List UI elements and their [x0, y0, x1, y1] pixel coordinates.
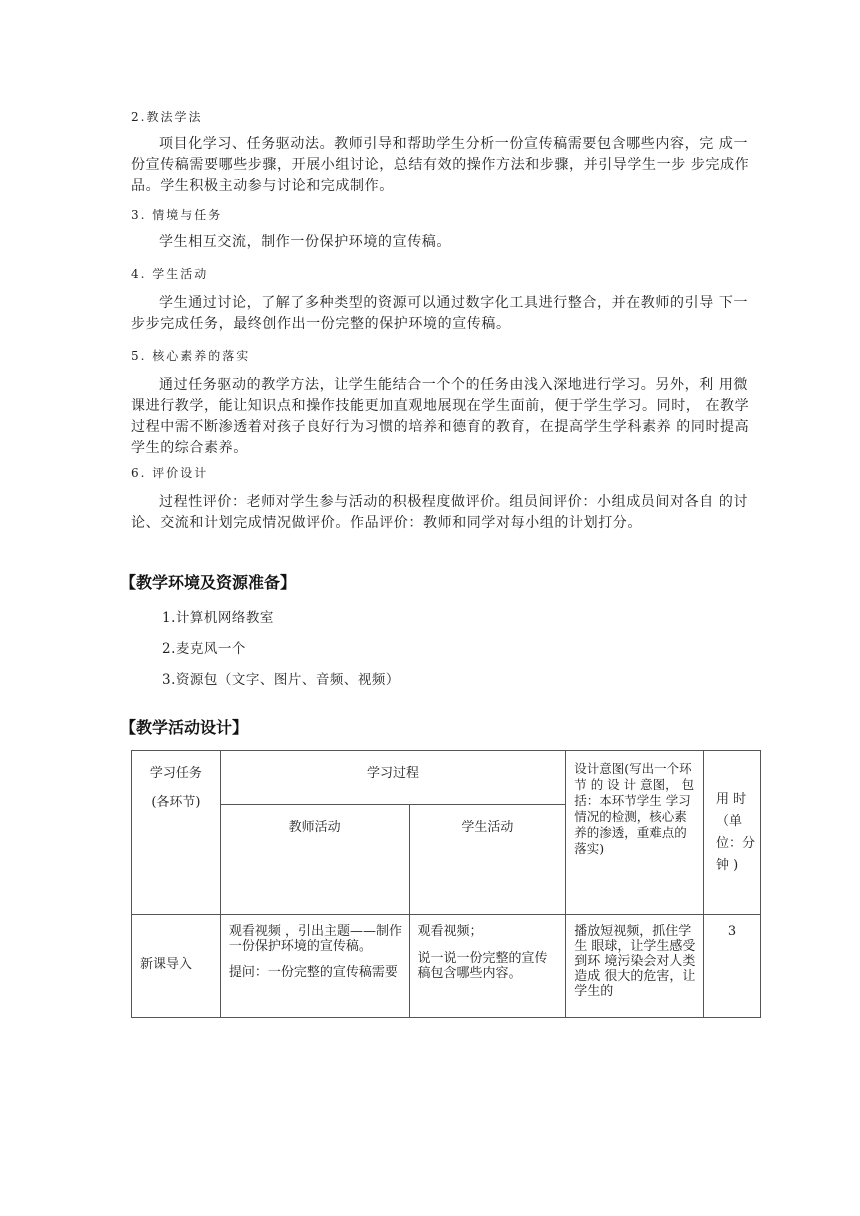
paragraph-core-literacy: 通过任务驱动的教学方法，让学生能结合一个个的任务由浅入深地进行学习。另外，利 用微课进行教学，能让知识点和操作技能更加直观地展现在学生面前，便于学生学习。同时， 在教学过程中需不断渗透着对孩子良好行为习惯的培养和德育的教育，在提高学生学科素养 的同时提高学生的综合素养。 — [131, 377, 750, 456]
section-heading-evaluation: 6. 评价设计 — [131, 466, 209, 480]
env-item-3: 3.资源包（文字、图片、音频、视频） — [162, 672, 400, 688]
paragraph-student-activity: 学生通过讨论，了解了多种类型的资源可以通过数字化工具进行整合，并在教师的引导 下一步步完成任务，最终创作出一份完整的保护环境的宣传稿。 — [131, 295, 749, 332]
env-item-2: 2.麦克风一个 — [162, 641, 246, 657]
section-heading-situation-task: 3. 情境与任务 — [131, 208, 223, 222]
env-section-title: 【教学环境及资源准备】 — [120, 573, 297, 592]
row-intent-text: 播放短视频，抓住学生 眼球，让学生感受到环 境污染会对人类造成 很大的危害，让学生的 — [574, 924, 696, 999]
row-teacher-text-2: 提问：一份完整的宣传稿需要 — [228, 965, 398, 980]
header-task-label: 学习任务 — [149, 766, 202, 781]
section-heading-core-literacy: 5. 核心素养的落实 — [131, 349, 251, 363]
header-task-cell — [132, 751, 221, 915]
header-process-cell — [220, 751, 565, 805]
row-student-cell — [409, 915, 566, 1018]
header-intent-label: 设计意图(写出一个环 节 的 设 计 意图， 包括：本环节学生 学习情况的检测，核心素养的渗透，重难点的落实) — [574, 761, 695, 856]
row-teacher-text-1: 观看视频 ，引出主题——制作 一份保护环境的宣传稿。 — [228, 924, 402, 954]
header-student-label: 学生活动 — [461, 820, 514, 835]
table-row — [132, 915, 761, 1018]
activity-section-title: 【教学活动设计】 — [120, 718, 249, 737]
row-student-text-2: 说一说一份完整的宣传 稿包含哪些内容。 — [417, 951, 548, 981]
header-task-sub: (各环节) — [151, 795, 201, 810]
row-time-cell — [704, 915, 761, 1018]
env-item-1: 1.计算机网络教室 — [162, 610, 274, 626]
header-teacher-cell — [220, 805, 409, 915]
section-heading-student-activity: 4. 学生活动 — [131, 267, 209, 281]
row-time-value: 3 — [727, 924, 737, 939]
header-time-label: 用 时（单位：分钟 ) — [716, 792, 756, 873]
paragraph-evaluation: 过程性评价：老师对学生参与活动的积极程度做评价。组员间评价：小组成员间对各自 的讨论、交流和计划完成情况做评价。作品评价：教师和同学对每小组的计划打分。 — [131, 494, 749, 531]
header-intent-cell — [566, 751, 704, 915]
header-teacher-label: 教师活动 — [288, 820, 341, 835]
row-intent-cell — [566, 915, 704, 1018]
row-task-label: 新课导入 — [140, 957, 193, 972]
paragraph-teaching-method: 项目化学习、任务驱动法。教师引导和帮助学生分析一份宣传稿需要包含哪些内容，完 成一份宣传稿需要哪些步骤，开展小组讨论，总结有效的操作方法和步骤，并引导学生一步 步完成作品。学生积极主动参与讨论和完成制作。 — [131, 136, 750, 194]
activity-design-table — [131, 750, 761, 1018]
section-heading-teaching-method: 2.教法学法 — [131, 110, 203, 124]
paragraph-situation-task: 学生相互交流，制作一份保护环境的宣传稿。 — [159, 234, 451, 250]
row-task-cell — [132, 915, 221, 1018]
header-time-cell — [704, 751, 761, 915]
header-student-cell — [409, 805, 566, 915]
row-teacher-cell — [220, 915, 409, 1018]
header-process-label: 学习过程 — [367, 766, 420, 781]
row-student-text-1: 观看视频； — [417, 924, 483, 939]
